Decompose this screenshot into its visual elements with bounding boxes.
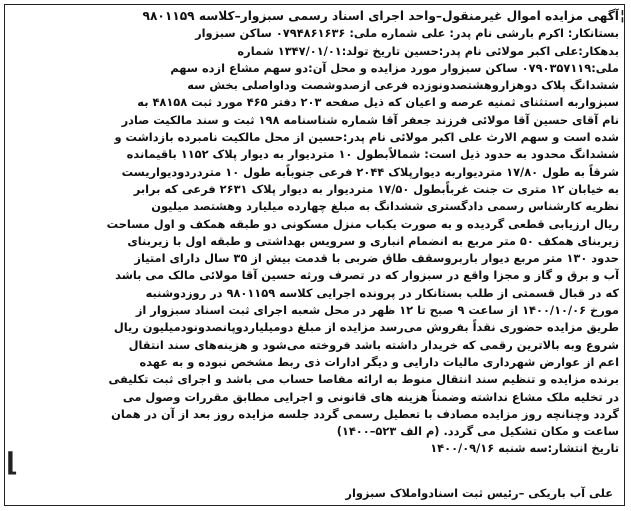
notice-line: به خیابان ۱۲ متری ت جنت غرباًبطول ۱۷/۵۰ متردیوار به دیوار پلاک ۲۶۳۱ فرعی که برابر [133,181,619,196]
notice-line: مورخ ۱۴۰۰/۱۰/۰۶ از ساعت ۹ صبح تا ۱۲ ظهر در محل شعبه اجرای ثبت اسناد سبزوار از [135,303,619,318]
signature-line: علی آب باریکی –رئیس ثبت اسنادواملاک سبزوار [345,486,613,500]
notice-line: نظریه کارشناس رسمی دادگستری ششدانگ به مبلغ چهارده میلیارد وهشتصد میلیون [151,199,619,214]
notice-line: بدهکار:علی اکبر مولائی نام پدر:حسین تاریخ تولد:۱۳۴۷/۰۱/۰۱ شماره [237,43,619,58]
notice-title: آگهی مزایده اموال غیرمنقول–واحد اجرای اسناد رسمی سبزوار–کلاسه ۹۸۰۱۱۵۹ [142,9,619,23]
corner-bracket-mark: ⌊ [6,448,18,478]
notice-line: بستانکار: اکرم بارشی نام پدر: علی شماره ملی: ۰۷۹۴۸۶۱۶۳۶ ساکن سبزوار [195,26,619,41]
notice-line: ششدانگ پلاک دوهزاروهشتصدونوزده فرعی ازصدوشصت وداواصلی بخش سه [187,78,619,93]
notice-line: که در قبال قسمتی از طلب بستانکار در پرونده اجرایی کلاسه ۹۸۰۱۱۵۹ در روزدوشنبه [145,285,619,300]
notice-line: نام آقای حسین آقا مولائی فرزند جعفر آقا شماره شناسنامه ۱۹۸ ثبت و سند مالکیت صادر [121,112,619,127]
notice-line: ریال ارزیابی قطعی گردیده و به صورت یکباب منزل مسکونی دو طبقه همکف و اول مساحت [106,216,619,231]
notice-line: ساعت و مکان تشکیل می گردد. (م الف ۵۲۳–۱۴۰۰) [336,424,619,439]
notice-line: ملی:۰۷۹۰۳۵۷۱۱۹ ساکن سبزوار مورد مزایده و محل آن:دو سهم مشاع ازده سهم [170,60,619,75]
notice-line: زیربنای همکف ۵۰ متر مربع به انضمام انباری و سرویس بهداشتی و طبقه اول با زیربنای [127,233,619,248]
notice-line: برنده مزایده و تنظیم سند انتقال منوط به ارائه مفاصا حساب می باشد و اجرای ثبت تکلیفی [108,372,619,387]
notice-line: شده است و سهم الارث علی اکبر مولائی نام پدر:حسین از محل مالکیت نامبرده بازداشت و [114,130,619,145]
notice-line: آب و برق و گاز و مجزا واقع در سبزوار که در تصرف ورثه حسین آقا مولائی مالک می باشد [115,268,619,283]
auction-notice [10,8,619,458]
notice-line: سبزواربه استثنای ثمنیه عرصه و اعیان که ذیل صفحه ۲۰۳ دفتر ۴۶۵ مورد ثبت ۴۸۱۵۸ به [137,95,619,110]
notice-line: شرقاً به طول ۱۷/۸۰ متردیواربه دیوارپلاک ۲۰۴۴ فرعی جنوباًبه طول ۱۰ متردردودیواریست [121,164,619,179]
notice-line: طریق مزایده حضوری نقداً بفروش می‌رسد مزایده از مبلغ دومیلیاردوپانصدونودمیلیون ریال [113,320,619,335]
notice-line: اعم از عوارض شهرداری مالیات دارایی و دیگر ادارات ذی ربط مشخص نبوده و به عهده [139,354,619,369]
scan-edge-mark: ¦ [619,8,625,24]
notice-line: گردد وچنانچه روز مزایده مصادف با تعطیل رسمی گردد جلسه مزایده روز بعد از آن در همان [111,406,619,421]
publication-date: تاریخ انتشار:سه شنبه ۱۴۰۰/۰۹/۱۶ [430,441,619,456]
notice-line: حدود ۱۳۰ متر مربع دیوار باربروسقف طاق ضربی با قدمت بیش از ۳۵ سال دارای امتیاز [134,251,619,266]
notice-line: شروع وبه بالاترین رقمی که خریدار داشته باشد فروخته می‌شود و هزینه‌های سند انتقال [128,337,619,352]
notice-line: در تخلیه ملک مشاع نداشته وضمناً هزینه های قانونی و اجرایی مطابق مقررات وصول می [122,389,619,404]
notice-line: ششدانگ محدود به حدود ذیل است: شمالاًبطول ۱۰ متردیوار به دیوار پلاک ۱۱۵۲ باقیمانده [126,147,619,162]
